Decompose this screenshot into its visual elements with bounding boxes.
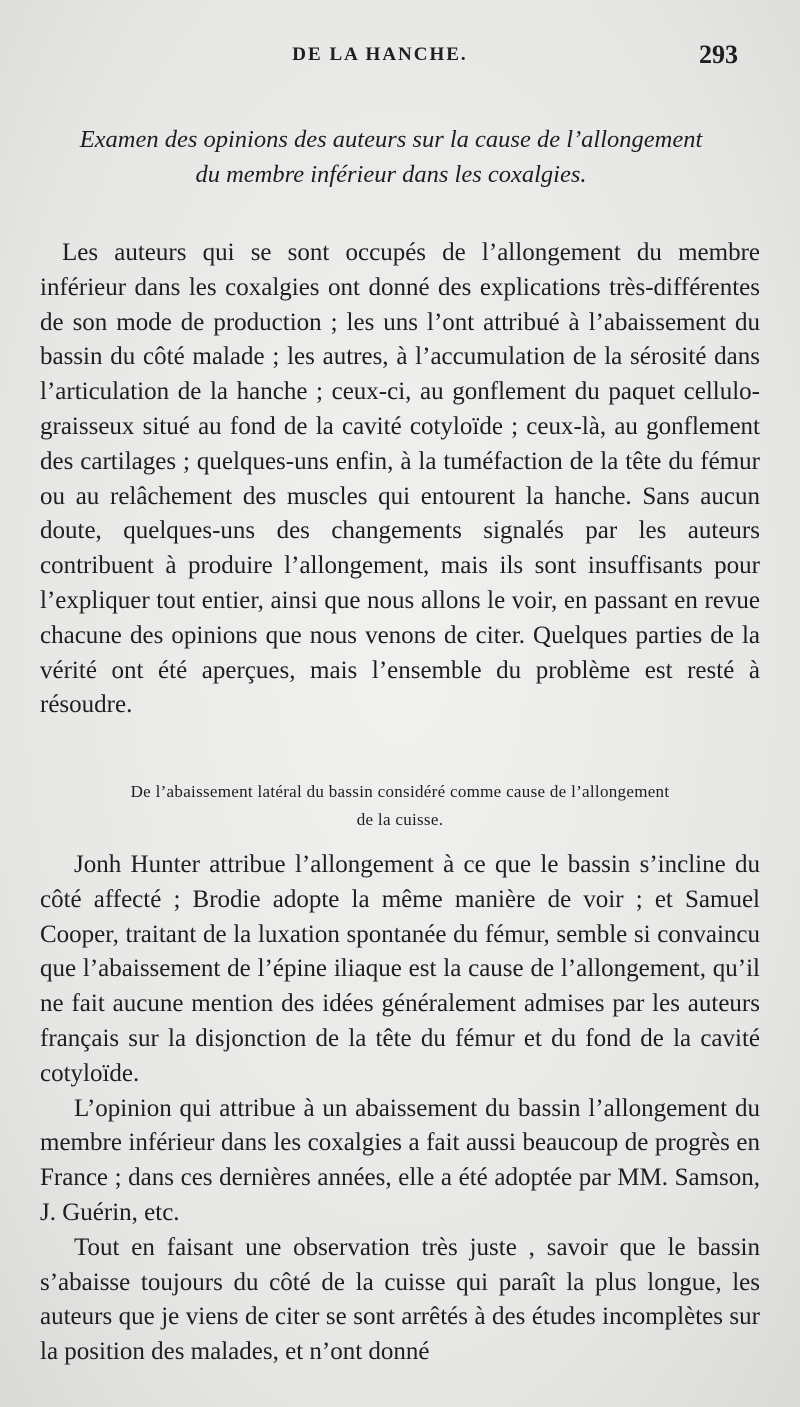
body-block-1 [40, 236, 760, 723]
page-number: 293 [699, 40, 738, 69]
section-title [36, 122, 746, 192]
section-title-line-2: du membre inférieur dans les coxalgies. [195, 161, 587, 188]
subsection-heading [50, 778, 750, 834]
paragraph-1: Les auteurs qui se sont occupés de l’allongement du membre inférieur dans les coxalgies ont donné des explications très-différentes de son mode de production ; les uns l’ont attribué à l’abaissement du bassin du côté malade ; les autres, à l’accumulation de la sérosité dans l’articulation de la hanche ; ceux-ci, au gonflement du paquet cellulo-graisseux situé au fond de la cavité cotyloïde ; ceux-là, au gonflement des cartilages ; quelques-uns enfin, à la tuméfaction de la tête du fémur ou au relâchement des muscles qui entourent la hanche. Sans aucun doute, quelques-uns des changements signalés par les auteurs contribuent à produire l’allongement, mais ils sont insuffisants pour l’expliquer tout entier, ainsi que nous allons le voir, en passant en revue chacune des opinions que nous venons de citer. Quelques parties de la vérité ont été aperçues, mais l’ensemble du problème est resté à résoudre. [40, 239, 760, 719]
paragraph-2: Jonh Hunter attribue l’allongement à ce que le bassin s’incline du côté affecté ; Brodie adopte la même manière de voir ; et Samuel Cooper, traitant de la luxation spontanée du fémur, semble si convaincu que l’abaissement de l’épine iliaque est la cause de l’allongement, qu’il ne fait aucune mention des idées généralement admises par les auteurs français sur la disjonction de la tête du fémur et du fond de la cavité cotyloïde. [40, 851, 760, 1087]
paragraph-3: L’opinion qui attribue à un abaissement du bassin l’allongement du membre inférieur dans les coxalgies a fait aussi beaucoup de progrès en France ; dans ces dernières années, elle a été adoptée par MM. Samson, J. Guérin, etc. [40, 1094, 760, 1226]
section-title-line-1: Examen des opinions des auteurs sur la cause de l’allongement [79, 126, 703, 153]
running-title: DE LA HANCHE. [292, 44, 468, 65]
subsection-heading-line-2: de la cuisse. [356, 810, 444, 829]
body-block-2 [40, 848, 760, 1370]
subsection-heading-line-1: De l’abaissement latéral du bassin considéré comme cause de l’allongement [130, 782, 670, 801]
paragraph-4: Tout en faisant une observation très juste , savoir que le bassin s’abaisse toujours du côté de la cuisse qui paraît la plus longue, les auteurs que je viens de citer se sont arrêtés à des études incomplètes sur la position des malades, et n’ont donné [40, 1233, 760, 1366]
running-head [0, 40, 800, 76]
